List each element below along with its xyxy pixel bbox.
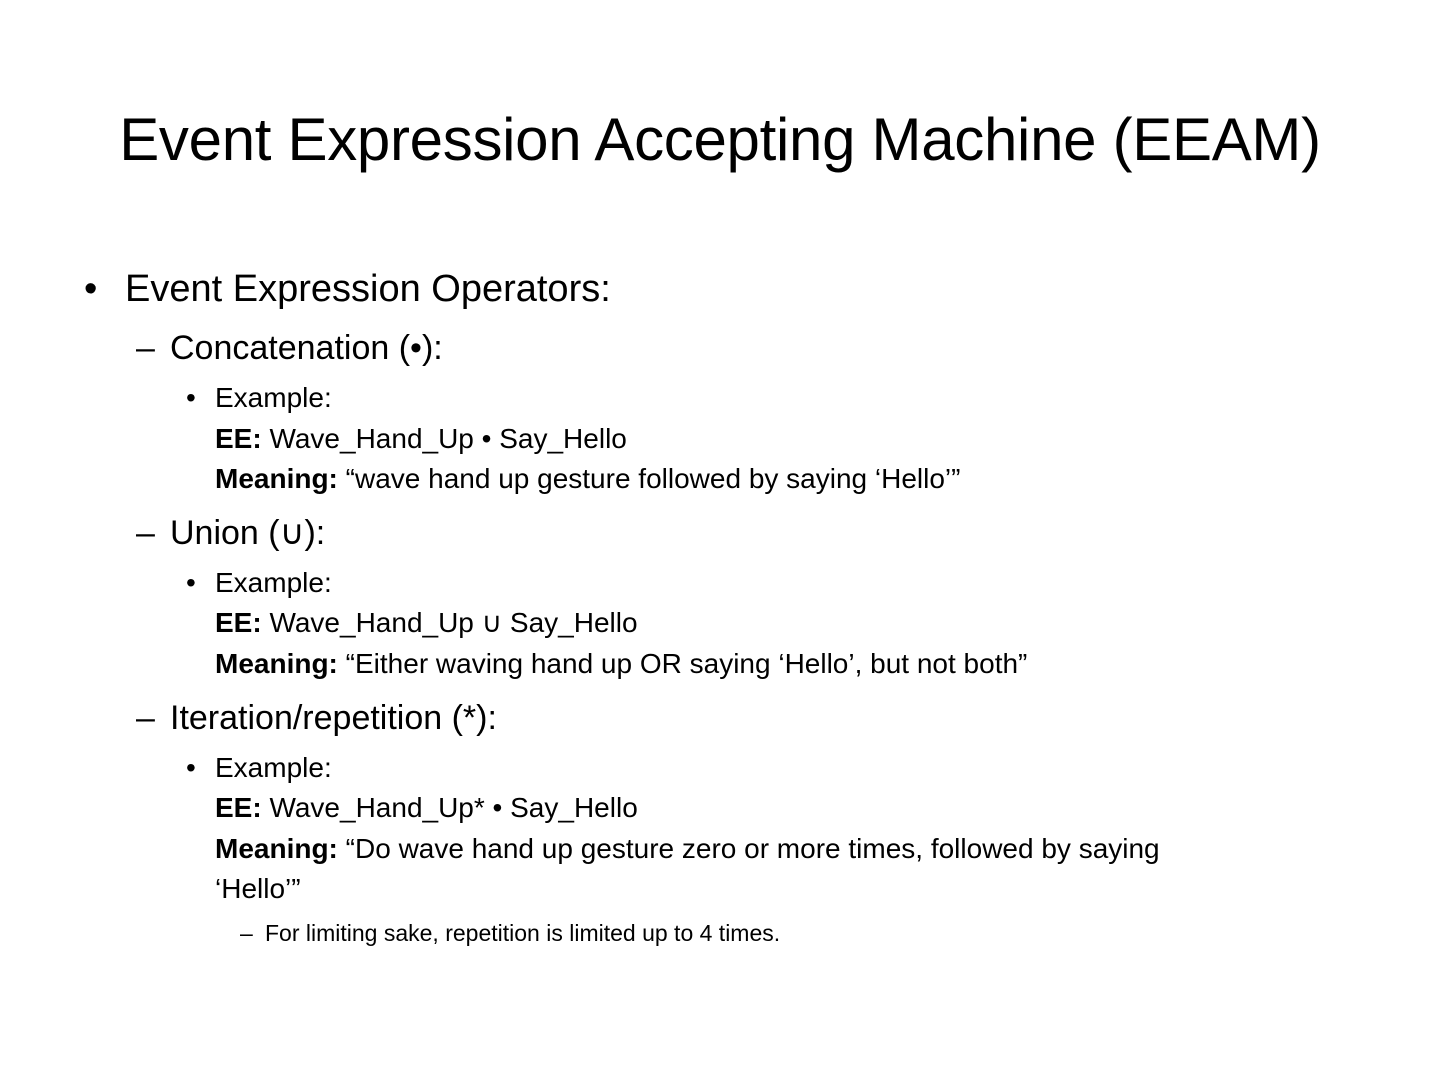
meaning-value: “Do wave hand up gesture zero or more times, followed by saying [337,833,1160,864]
iteration-meaning-continuation: ‘Hello’” [215,873,301,904]
iteration-note: For limiting sake, repetition is limited up to 4 times. [265,920,781,946]
meaning-key: Meaning: [215,648,338,679]
union-example-label: Example: [215,567,332,598]
ee-key: EE: [215,607,262,638]
union-ee-line [215,603,638,643]
sub-bullet-iteration: Iteration/repetition (*): [170,699,497,737]
dash-marker: – [136,699,155,737]
meaning-key: Meaning: [215,833,338,864]
iteration-meaning-line [215,829,1160,869]
meaning-value: “wave hand up gesture followed by saying ‘Hello’” [337,463,961,494]
ee-value: Wave_Hand_Up • Say_Hello [261,423,627,454]
dash-marker: – [136,329,155,367]
meaning-value: “Either waving hand up OR saying ‘Hello’, but not both” [337,648,1028,679]
dash-marker: – [240,920,253,946]
concatenation-meaning-line [215,459,960,499]
bullet-marker: • [186,382,196,413]
bullet-marker: • [84,268,98,310]
ee-value: Wave_Hand_Up ∪ Say_Hello [261,607,638,638]
bullet-marker: • [186,567,196,598]
iteration-example-label: Example: [215,752,332,783]
ee-value: Wave_Hand_Up* • Say_Hello [261,792,638,823]
meaning-key: Meaning: [215,463,338,494]
bullet-operators: Event Expression Operators: [125,268,611,310]
ee-key: EE: [215,423,262,454]
bullet-marker: • [186,752,196,783]
dash-marker: – [136,514,155,552]
iteration-ee-line [215,788,638,828]
slide-title: Event Expression Accepting Machine (EEAM) [119,106,1321,173]
sub-bullet-concatenation: Concatenation (•): [170,329,443,367]
sub-bullet-union: Union (∪): [170,514,326,552]
concatenation-ee-line [215,419,627,459]
concatenation-example-label: Example: [215,382,332,413]
union-meaning-line [215,644,1027,684]
ee-key: EE: [215,792,262,823]
